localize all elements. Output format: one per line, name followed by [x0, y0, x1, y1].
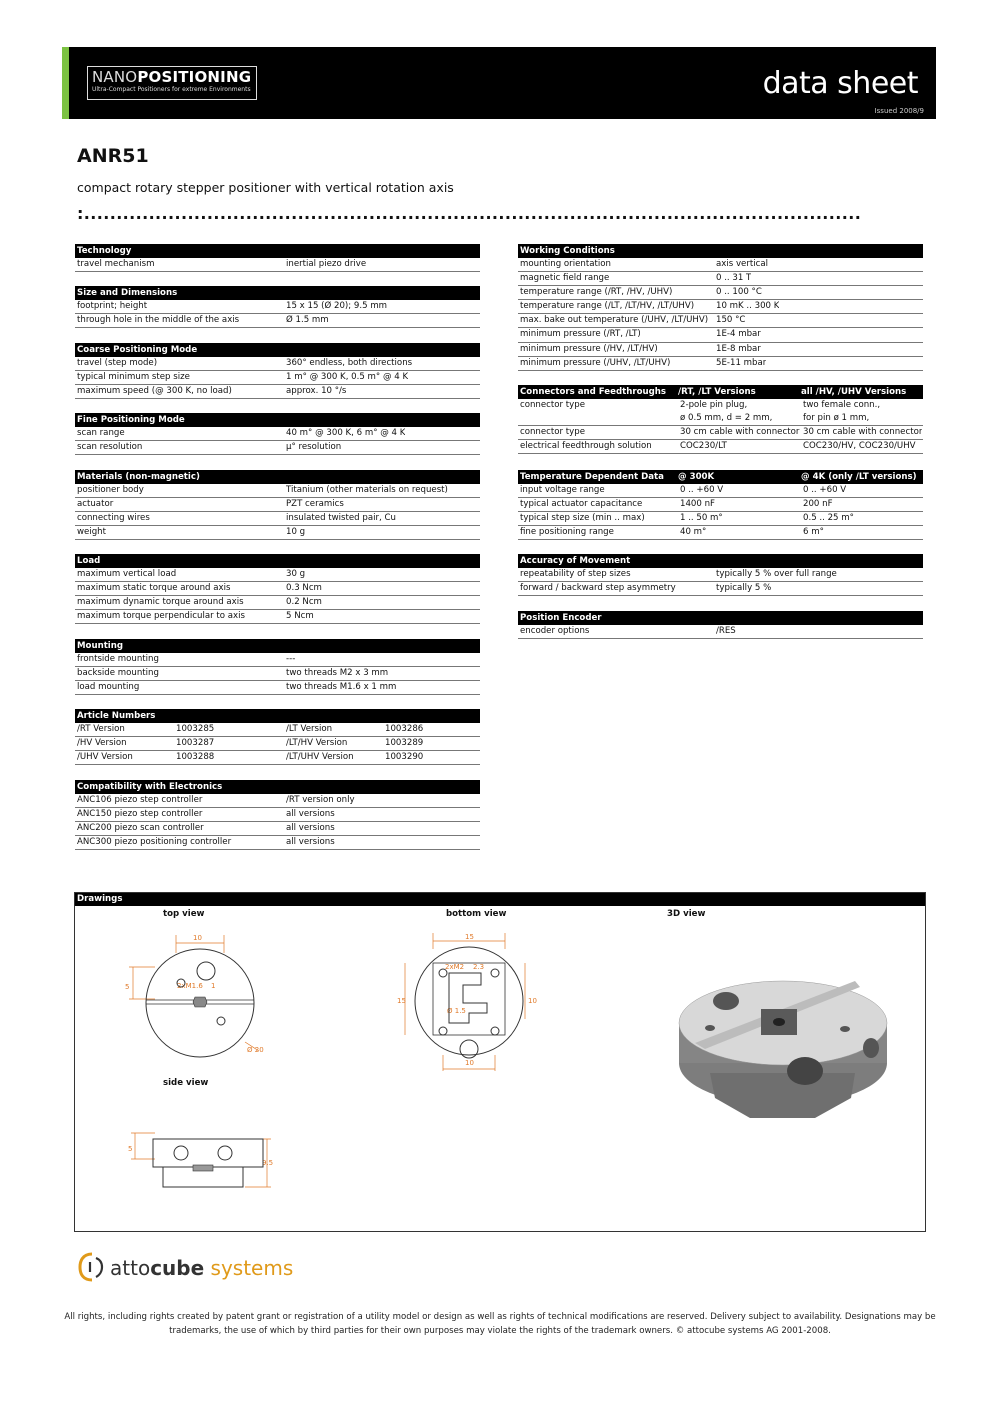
section-title: Mounting — [75, 639, 480, 653]
dim-bottom-thread: 2xM2 — [445, 963, 465, 971]
attocube-logo — [76, 1249, 294, 1285]
brand-cube: cube — [150, 1256, 205, 1280]
side-view-drawing — [125, 1103, 285, 1193]
document-type-title: data sheet — [762, 66, 918, 101]
table-row: maximum speed (@ 300 K, no load) approx. 10 °/s — [75, 385, 480, 399]
product-subtitle: compact rotary stepper positioner with vertical rotation axis — [77, 180, 454, 195]
dim-top-diameter: Ø 20 — [247, 1046, 264, 1054]
dotted-separator: :........................................................................................................................ — [77, 204, 862, 223]
table-row: footprint; height 15 x 15 (Ø 20); 9.5 mm — [75, 300, 480, 314]
nanopositioning-logo — [87, 66, 257, 100]
table-row: fine positioning range 40 m° 6 m° — [518, 526, 923, 540]
table-row: travel mechanism inertial piezo drive — [75, 258, 480, 272]
section-load — [75, 554, 480, 624]
section-accuracy-movement — [518, 554, 923, 596]
section-title: Technology — [75, 244, 480, 258]
table-row: ANC200 piezo scan controller all versions — [75, 822, 480, 836]
table-row: minimum pressure (/HV, /LT/HV) 1E-8 mbar — [518, 343, 923, 357]
section-working-conditions — [518, 244, 923, 371]
column-header-300k: @ 300K — [678, 472, 715, 482]
side-view-label: side view — [163, 1078, 209, 1088]
section-title: Materials (non-magnetic) — [75, 470, 480, 484]
section-title: Load — [75, 554, 480, 568]
logo-prefix: NANO — [92, 68, 138, 86]
table-row: connecting wires insulated twisted pair, Cu — [75, 512, 480, 526]
table-row: typical actuator capacitance 1400 nF 200 nF — [518, 498, 923, 512]
section-title: Position Encoder — [518, 611, 923, 625]
table-row: /UHV Version 1003288 /LT/UHV Version 1003290 — [75, 751, 480, 765]
dim-side-height-left: 5 — [128, 1145, 133, 1153]
section-position-encoder — [518, 611, 923, 639]
column-header-rt-lt: /RT, /LT Versions — [678, 387, 756, 397]
section-connectors-feedthroughs — [518, 385, 923, 454]
table-row: maximum dynamic torque around axis 0.2 Ncm — [75, 596, 480, 610]
section-mounting — [75, 639, 480, 695]
3d-view-label: 3D view — [667, 909, 706, 919]
table-row: magnetic field range 0 .. 31 T — [518, 272, 923, 286]
product-name: ANR51 — [77, 145, 149, 167]
brand-atto: atto — [110, 1256, 151, 1280]
section-title: Size and Dimensions — [75, 286, 480, 300]
table-row: ANC300 piezo positioning controller all versions — [75, 836, 480, 850]
column-header-4k: @ 4K (only /LT versions) — [801, 472, 917, 482]
drawings-title: Drawings — [75, 893, 925, 906]
table-row: forward / backward step asymmetry typically 5 % — [518, 582, 923, 596]
table-row: positioner body Titanium (other materials on request) — [75, 484, 480, 498]
table-row: load mounting two threads M1.6 x 1 mm — [75, 681, 480, 695]
table-row: temperature range (/LT, /LT/HV, /LT/UHV) 10 mK .. 300 K — [518, 300, 923, 314]
table-row: scan range 40 m° @ 300 K, 6 m° @ 4 K — [75, 427, 480, 441]
column-header-hv-uhv: all /HV, /UHV Versions — [801, 387, 907, 397]
table-row: ANC150 piezo step controller all versions — [75, 808, 480, 822]
dim-bottom-height-right: 10 — [528, 997, 537, 1005]
table-row: typical minimum step size 1 m° @ 300 K, 0.5 m° @ 4 K — [75, 371, 480, 385]
dim-top-thread: 2xM1.6 — [177, 982, 203, 990]
dim-side-height-right: 9.5 — [262, 1159, 274, 1167]
legal-notice — [60, 1310, 940, 1338]
table-row: backside mounting two threads M2 x 3 mm — [75, 667, 480, 681]
table-row: temperature range (/RT, /HV, /UHV) 0 .. 100 °C — [518, 286, 923, 300]
dim-top-width: 10 — [193, 934, 202, 942]
table-row: ø 0.5 mm, d = 2 mm, for pin ø 1 mm, — [518, 412, 923, 426]
section-title: Accuracy of Movement — [518, 554, 923, 568]
table-row: maximum static torque around axis 0.3 Ncm — [75, 582, 480, 596]
header-accent-stripe — [62, 47, 69, 119]
dim-bottom-height-left: 15 — [397, 997, 406, 1005]
table-row: frontside mounting --- — [75, 653, 480, 667]
table-row: /HV Version 1003287 /LT/HV Version 1003289 — [75, 737, 480, 751]
dim-bottom-thread-depth: 2.3 — [473, 963, 485, 971]
section-technology — [75, 244, 480, 272]
table-row: connector type 30 cm cable with connector 30 cm cable with connector — [518, 426, 923, 440]
table-row: repeatability of step sizes typically 5 % over full range — [518, 568, 923, 582]
section-temperature-dependent — [518, 470, 923, 540]
section-title: Article Numbers — [75, 709, 480, 723]
top-view-drawing — [125, 927, 275, 1067]
table-row: actuator PZT ceramics — [75, 498, 480, 512]
section-fine-positioning — [75, 413, 480, 455]
table-row: maximum torque perpendicular to axis 5 Ncm — [75, 610, 480, 624]
table-row: mounting orientation axis vertical — [518, 258, 923, 272]
table-row: connector type 2-pole pin plug, two female conn., — [520, 400, 881, 410]
attocube-bracket-icon — [78, 1252, 104, 1282]
section-title: Working Conditions — [518, 244, 923, 258]
section-title: Temperature Dependent Data — [520, 472, 664, 482]
section-title: Coarse Positioning Mode — [75, 343, 480, 357]
bottom-view-label: bottom view — [446, 909, 507, 919]
dim-bottom-lower: 10 — [465, 1059, 474, 1067]
section-title: Compatibility with Electronics — [75, 780, 480, 794]
section-coarse-positioning — [75, 343, 480, 399]
dim-top-thread-depth: 1 — [211, 982, 216, 990]
section-title: Fine Positioning Mode — [75, 413, 480, 427]
bottom-view-drawing — [395, 927, 545, 1077]
logo-main: POSITIONING — [137, 68, 252, 86]
table-row: input voltage range 0 .. +60 V 0 .. +60 V — [518, 484, 923, 498]
table-row: max. bake out temperature (/UHV, /LT/UHV) 150 °C — [518, 314, 923, 328]
table-row: weight 10 g — [75, 526, 480, 540]
section-title: Connectors and Feedthroughs — [520, 387, 666, 397]
header-bar — [62, 47, 936, 119]
section-article-numbers — [75, 709, 480, 765]
dim-top-height: 5 — [125, 983, 130, 991]
brand-systems: systems — [204, 1256, 294, 1280]
logo-tagline: Ultra-Compact Positioners for extreme Environments — [92, 86, 251, 93]
legal-line-1: All rights, including rights created by patent grant or registration of a utility model or design as well as rights of technical modifications are reserved. Delivery subject to availability. Designations may be — [64, 1312, 936, 1322]
section-compatibility-electronics — [75, 780, 480, 850]
table-row: scan resolution µ° resolution — [75, 441, 480, 455]
section-size-dimensions — [75, 286, 480, 328]
table-row: /RT Version 1003285 /LT Version 1003286 — [75, 723, 480, 737]
table-row: minimum pressure (/UHV, /LT/UHV) 5E-11 mbar — [518, 357, 923, 371]
issued-date: Issued 2008/9 — [874, 107, 924, 115]
drawings-panel — [74, 892, 926, 1232]
dim-bottom-width: 15 — [465, 933, 474, 941]
section-materials — [75, 470, 480, 540]
table-row: electrical feedthrough solution COC230/LT COC230/HV, COC230/UHV — [518, 440, 923, 454]
legal-line-2: trademarks, the use of which by third parties for their own purposes may violate the rights of the trademark owners. © attocube systems AG 2001-2008. — [169, 1326, 831, 1336]
dim-bottom-hole: Ø 1.5 — [447, 1007, 466, 1015]
table-row: encoder options /RES — [518, 625, 923, 639]
table-row: ANC106 piezo step controller /RT version only — [75, 794, 480, 808]
table-row: maximum vertical load 30 g — [75, 568, 480, 582]
table-row: minimum pressure (/RT, /LT) 1E-4 mbar — [518, 328, 923, 342]
table-row: typical step size (min .. max) 1 .. 50 m° 0.5 .. 25 m° — [518, 512, 923, 526]
table-row: travel (step mode) 360° endless, both directions — [75, 357, 480, 371]
top-view-label: top view — [163, 909, 205, 919]
3d-view-drawing — [675, 923, 901, 1123]
table-row: through hole in the middle of the axis Ø 1.5 mm — [75, 314, 480, 328]
